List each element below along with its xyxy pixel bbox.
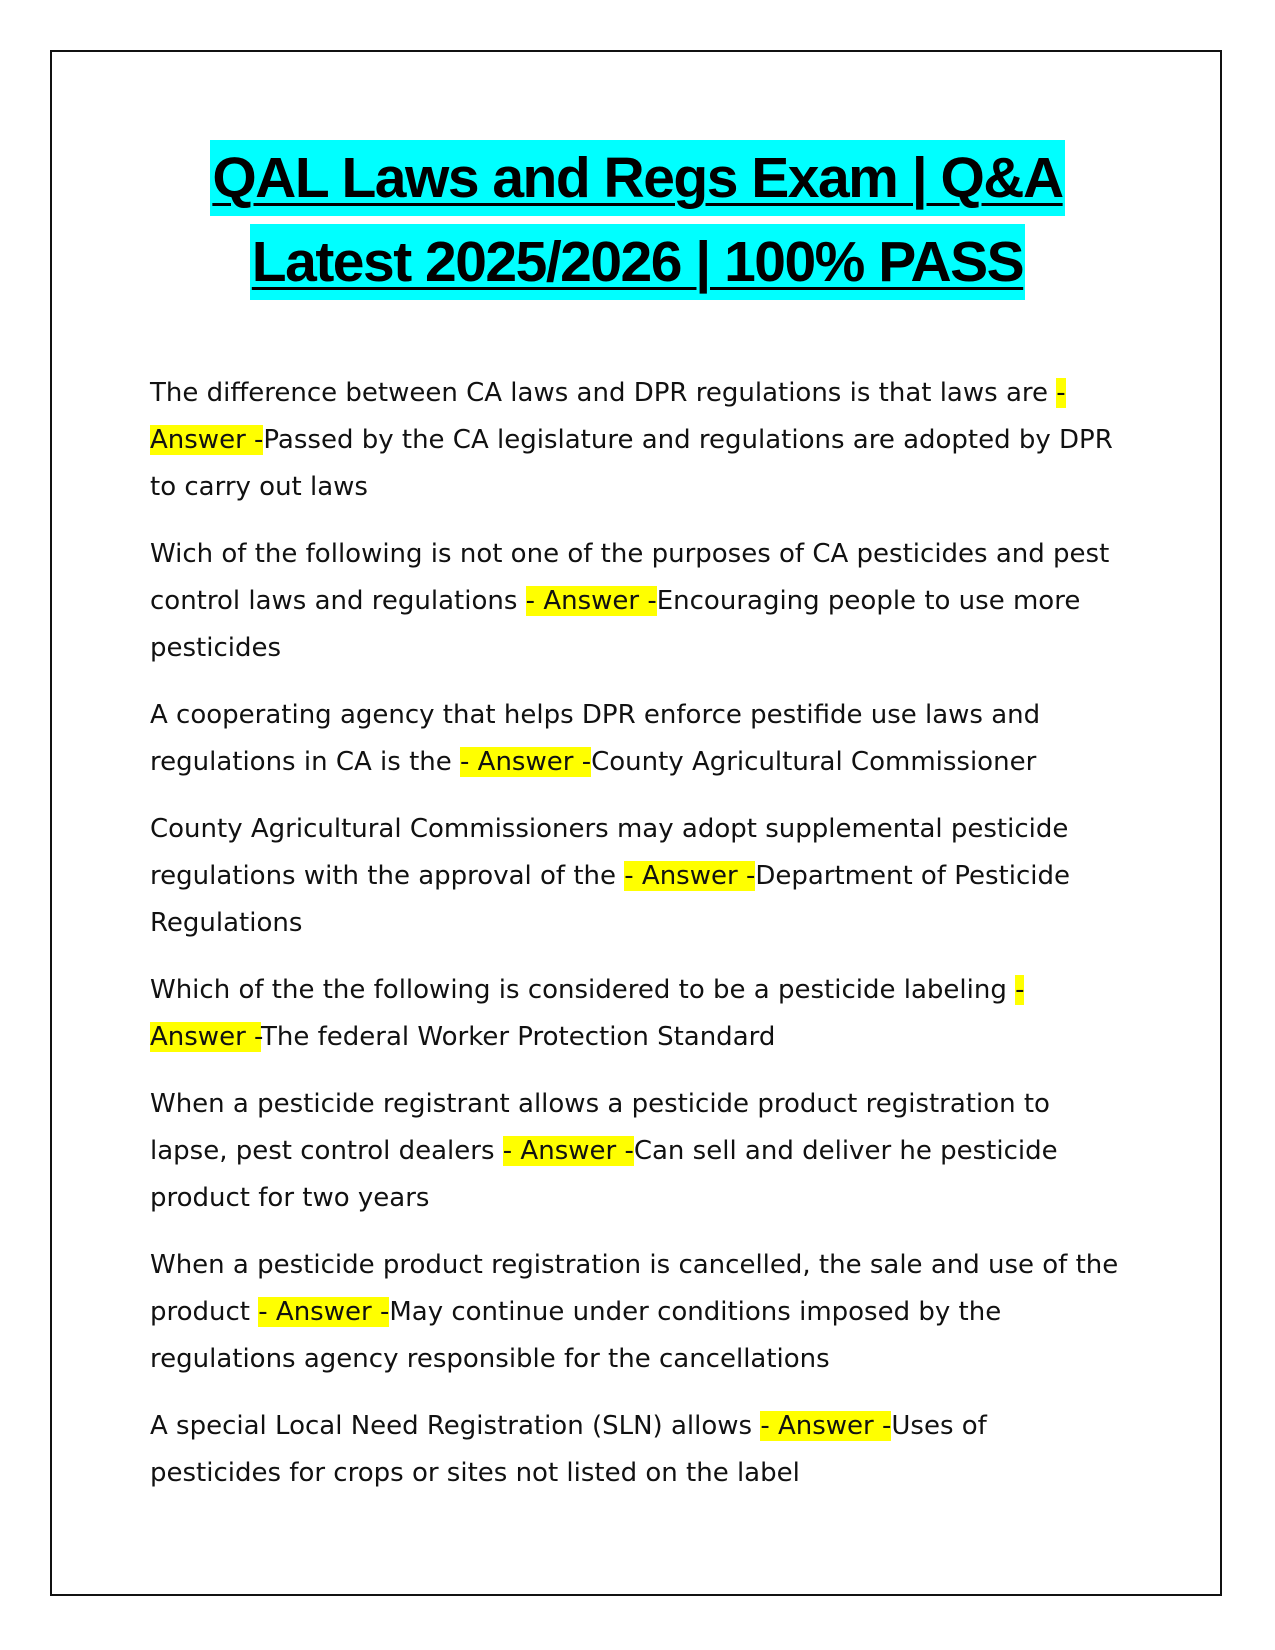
qa-item-1	[150, 370, 1120, 511]
answer-marker: - Answer -	[502, 1136, 634, 1166]
answer-marker: - Answer -	[258, 1297, 390, 1327]
qa-item-6	[150, 1081, 1120, 1222]
answer-marker: - Answer -	[460, 747, 592, 777]
question-text: Wich of the following is not one of the purposes of CA pesticides and pest control laws and regulations	[150, 539, 1110, 616]
qa-item-7	[150, 1242, 1120, 1383]
question-text: A cooperating agency that helps DPR enforce pestifide use laws and regulations in CA is the	[150, 700, 1041, 777]
answer-marker: - Answer -	[150, 378, 1066, 455]
answer-marker: - Answer -	[624, 861, 756, 891]
answer-marker: - Answer -	[760, 1411, 892, 1441]
document-title	[0, 140, 1275, 308]
qa-item-8	[150, 1403, 1120, 1497]
qa-item-4	[150, 806, 1120, 947]
question-text: County Agricultural Commissioners may adopt supplemental pesticide regulations with the approval of the	[150, 814, 1069, 891]
answer-marker: - Answer -	[525, 586, 657, 616]
question-text: Which of the the following is considered to be a pesticide labeling	[150, 975, 1016, 1005]
answer-text: Department of Pesticide Regulations	[150, 861, 1070, 938]
question-text: The difference between CA laws and DPR regulations is that laws are	[150, 378, 1057, 408]
qa-item-2	[150, 531, 1120, 672]
answer-text: May continue under conditions imposed by the regulations agency responsible for the cancellations	[150, 1297, 1002, 1374]
answer-text: Can sell and deliver he pesticide product for two years	[150, 1136, 1058, 1213]
answer-text: The federal Worker Protection Standard	[261, 1022, 776, 1052]
qa-item-5	[150, 967, 1120, 1061]
answer-text: Uses of pesticides for crops or sites not listed on the label	[150, 1411, 987, 1488]
answer-marker: - Answer -	[150, 975, 1025, 1052]
question-text: A special Local Need Registration (SLN) allows	[150, 1411, 761, 1441]
question-text: When a pesticide registrant allows a pesticide product registration to lapse, pest control dealers	[150, 1089, 1050, 1166]
qa-item-3	[150, 692, 1120, 786]
answer-text: Encouraging people to use more pesticides	[150, 586, 1081, 663]
question-text: When a pesticide product registration is cancelled, the sale and use of the product	[150, 1250, 1119, 1327]
answer-text: County Agricultural Commissioner	[591, 747, 1037, 777]
title-line-1: QAL Laws and Regs Exam | Q&A	[210, 140, 1064, 216]
answer-text: Passed by the CA legislature and regulations are adopted by DPR to carry out laws	[150, 425, 1113, 502]
qa-list	[150, 370, 1120, 1517]
title-line-2: Latest 2025/2026 | 100% PASS	[250, 224, 1025, 300]
